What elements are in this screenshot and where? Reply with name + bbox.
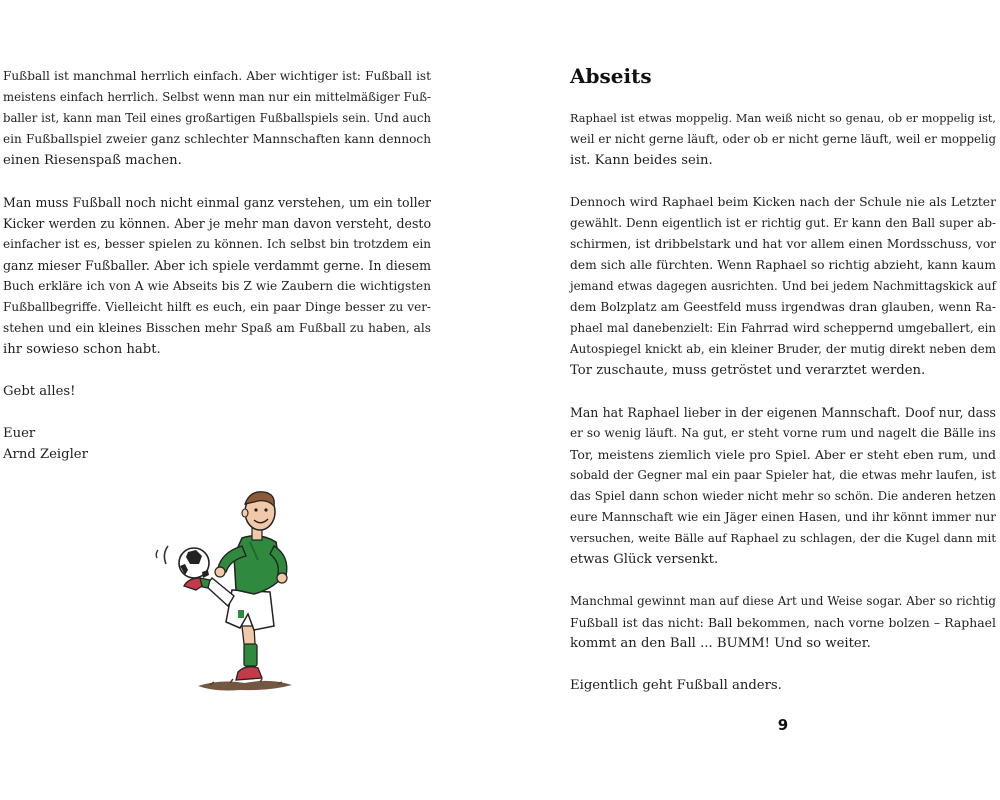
text-line: Raphael ist etwas moppelig. Man weiß nicht so genau, ob er moppelig ist, <box>570 112 996 125</box>
text-line: Fußball ist das nicht: Ball bekommen, nach vorne bolzen – Raphael <box>570 615 996 630</box>
text-line: Tor, meistens ziemlich viele pro Spiel. Aber er steht eben rum, und <box>570 447 996 462</box>
text-line: das Spiel dann schon wieder nicht mehr so schön. Die anderen hetzen <box>570 489 996 503</box>
text-line: jemand etwas dagegen ausrichten. Und bei jedem Nachmittagskick auf <box>570 279 996 293</box>
chapter-heading: Abseits <box>570 64 652 88</box>
text-line: etwas Glück versenkt. <box>570 552 719 567</box>
text-line: phael mal danebenzielt: Ein Fahrrad wird scheppernd umgeballert, ein <box>570 321 996 335</box>
sign-off-line <box>3 381 431 402</box>
text-line: weil er nicht gerne läuft, oder ob er nicht gerne läuft, weil er moppelig <box>570 132 996 146</box>
story-paragraph-1 <box>570 108 996 171</box>
text-line: meistens einfach herrlich. Selbst wenn man nur ein mittelmäßiger Fuß- <box>3 90 431 104</box>
soccer-player-illustration <box>150 486 320 696</box>
text-line: Gebt alles! <box>3 384 76 399</box>
author-signature <box>3 423 431 465</box>
text-line: dem sich alle fürchten. Wenn Raphael so richtig abzieht, kann kaum <box>570 258 996 272</box>
text-line: ist. Kann beides sein. <box>570 153 713 168</box>
text-line: eure Mannschaft wie ein Jäger einen Hasen, und ihr könnt immer nur <box>570 510 996 524</box>
text-line: Fußballbegriffe. Vielleicht hilft es euch, ein paar Dinge besser zu ver- <box>3 300 431 314</box>
text-line: dem Bolzplatz am Geestfeld muss irgendwas dran glauben, wenn Ra- <box>570 300 996 314</box>
text-line: einen Riesenspaß machen. <box>3 153 182 168</box>
text-line: Tor zuschaute, muss getröstet und verarztet werden. <box>570 363 926 378</box>
story-paragraph-4 <box>570 591 996 654</box>
text-line: ihr sowieso schon habt. <box>3 342 161 357</box>
text-line: stehen und ein kleines Bisschen mehr Spaß am Fußball zu haben, als <box>3 321 431 335</box>
text-line: schirmen, ist dribbelstark und hat vor allem einen Mordsschuss, vor <box>570 237 996 251</box>
text-line: Manchmal gewinnt man auf diese Art und Weise sogar. Aber so richtig <box>570 594 996 608</box>
text-line: kommt an den Ball ... BUMM! Und so weiter. <box>570 636 871 651</box>
text-line: ganz mieser Fußballer. Aber ich spiele verdammt gerne. In diesem <box>3 258 431 273</box>
text-line: ein Fußballspiel zweier ganz schlechter Mannschaften kann dennoch <box>3 132 431 146</box>
text-line: Eigentlich geht Fußball anders. <box>570 678 782 693</box>
text-line: Man hat Raphael lieber in der eigenen Mannschaft. Doof nur, dass <box>570 405 996 420</box>
text-line: baller ist, kann man Teil eines großartigen Fußballspiels sein. Und auch <box>3 111 431 125</box>
text-line: Buch erkläre ich von A wie Abseits bis Z wie Zaubern die wichtigsten <box>3 279 431 293</box>
text-line: Man muss Fußball noch nicht einmal ganz verstehen, um ein toller <box>3 195 431 210</box>
text-line: Euer <box>3 426 36 441</box>
story-paragraph-2 <box>570 192 996 381</box>
text-line: einfacher ist es, besser spielen zu können. Ich selbst bin trotzdem ein <box>3 237 431 251</box>
page-number: 9 <box>777 716 789 734</box>
text-line: Fußball ist manchmal herrlich einfach. Aber wichtiger ist: Fußball ist <box>3 69 431 83</box>
text-line: Autospiegel knickt ab, ein kleiner Bruder, der mutig direkt neben dem <box>570 342 996 356</box>
soccer-player-juggling-ball-icon <box>150 486 320 696</box>
story-paragraph-3 <box>570 402 996 570</box>
story-paragraph-5 <box>570 675 996 696</box>
intro-paragraph-1 <box>3 66 431 171</box>
author-name: Arnd Zeigler <box>3 447 88 462</box>
text-line: versuchen, weite Bälle auf Raphael zu schlagen, der die Kugel dann mit <box>570 531 996 545</box>
text-line: gewählt. Denn eigentlich ist er richtig gut. Er kann den Ball super ab- <box>570 216 996 230</box>
text-line: sobald der Gegner mal ein paar Spieler hat, die etwas mehr laufen, ist <box>570 468 996 482</box>
text-line: er so wenig läuft. Na gut, er steht vorne rum und nagelt die Bälle ins <box>570 426 996 440</box>
text-line: Dennoch wird Raphael beim Kicken nach der Schule nie als Letzter <box>570 195 996 209</box>
intro-paragraph-2 <box>3 192 431 360</box>
text-line: Kicker werden zu können. Aber je mehr man davon versteht, desto <box>3 216 431 231</box>
